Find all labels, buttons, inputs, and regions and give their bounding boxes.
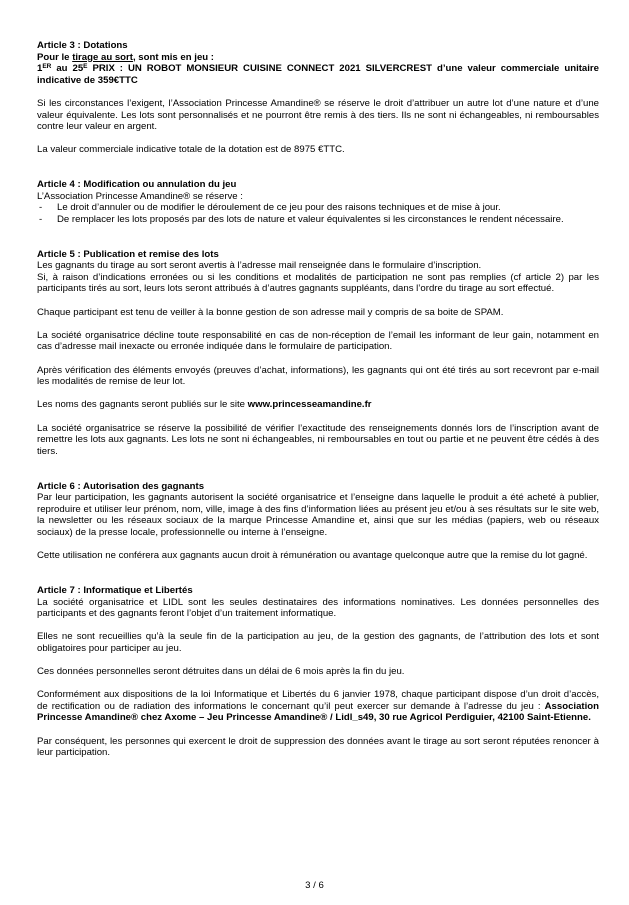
article-5-paragraph: La société organisatrice décline toute responsabilité en cas de non-réception de l’email les informant de leur gain, notamment en cas d’adresse mail inexacte ou erronée indiquée dans le formulaire de participation.	[37, 329, 599, 353]
article-4-intro: L’Association Princesse Amandine® se réserve :	[37, 190, 243, 202]
article-5-title: Article 5 : Publication et remise des lots	[37, 248, 219, 260]
article-5-paragraph: Les gagnants du tirage au sort seront avertis à l’adresse mail renseignée dans le formulaire d’inscription.	[37, 260, 482, 272]
article-7-title: Article 7 : Informatique et Libertés	[37, 584, 193, 596]
article-7-paragraph: Elles ne sont recueillies qu’à la seule fin de la participation au jeu, de la gestion des gagnants, de l’attribution des lots et sont obligatoires pour participer au jeu.	[37, 631, 599, 654]
article-3-intro: Pour le tirage au sort, sont mis en jeu :	[37, 51, 214, 63]
page-number: 3 / 6	[305, 880, 324, 891]
article-5-paragraph: Chaque participant est tenu de veiller à la bonne gestion de son adresse mail y compris de sa boite de SPAM.	[37, 306, 504, 318]
postal-address: Association Princesse Amandine® chez Axome – Jeu Princesse Amandine® / Lidl_s49, 30 rue Agricol Perdiguier, 42100 Saint-Etienne.	[37, 700, 599, 724]
article-5	[37, 249, 599, 458]
article-5-website-line: Les noms des gagnants seront publiés sur le site www.princesseamandine.fr	[37, 399, 372, 411]
article-3-paragraph: Si les circonstances l’exigent, l’Association Princesse Amandine® se réserve le droit d’attribuer un autre lot d’une nature et d’une valeur équivalente. Les lots sont personnalisés et ne pourront être remis à des tiers. Ils ne sont ni échangeables, ni remboursables contre leur valeur en argent.	[37, 97, 599, 133]
article-4	[37, 179, 599, 225]
article-7-paragraph: La société organisatrice et LIDL sont les seules destinataires des informations nominatives. Les données personnelles des participants et des gagnants feront l’objet d’un traitement informatique.	[37, 596, 599, 620]
article-3-prize: 1ER au $25^E$ PRIX : UN ROBOT MONSIEUR CUISINE CONNECT 2021 SILVERCREST d’une valeur commerciale unitaire indicative de 359€TTC	[37, 63, 599, 86]
article-3	[37, 40, 599, 156]
article-5-paragraph: La société organisatrice se réserve la possibilité de vérifier l’exactitude des renseignements donnés lors de l’inscription avant de remettre les lots aux gagnants. Les lots ne sont ni échangeables, ni remboursables en tout ou partie et ne peuvent être cédés à des tiers.	[37, 422, 599, 457]
list-item: - De remplacer les lots proposés par des lots de nature et valeur équivalentes si les circonstances le rendent nécessaire.	[37, 214, 599, 226]
article-5-paragraph: Après vérification des éléments envoyés (preuves d’achat, informations), les gagnants qui ont été tirés au sort recevront par e-mail les modalités de remise de leur lot.	[37, 364, 599, 388]
article-6-paragraph: Cette utilisation ne conférera aux gagnants aucun droit à rémunération ou avantage quelconque autre que la remise du lot gagné.	[37, 550, 588, 562]
article-7-paragraph: Ces données personnelles seront détruites dans un délai de 6 mois après la fin du jeu.	[37, 666, 405, 678]
article-4-list	[37, 202, 599, 225]
article-7-rights-paragraph: Conformément aux dispositions de la loi Informatique et Libertés du 6 janvier 1978, chaque participant dispose d’un droit d’accès, de rectification ou de radiation des informations le concernant qu’il peut exercer sur demande à l’adresse du jeu : Association Princesse Amandine® chez Axome – Jeu Princesse Amandine® / Lidl_s49, 30 rue Agricol Perdiguier, 42100 Saint-Etienne.	[37, 689, 599, 724]
list-item: - Le droit d’annuler ou de modifier le déroulement de ce jeu pour des raisons techniques et de mise à jour.	[37, 202, 599, 214]
article-7-paragraph: Par conséquent, les personnes qui exercent le droit de suppression des données avant le tirage au sort seront réputées renoncer à leur participation.	[37, 735, 599, 759]
document-body	[37, 40, 599, 759]
article-7	[37, 585, 599, 759]
article-6	[37, 481, 599, 562]
article-5-paragraph: Si, à raison d’indications erronées ou si les conditions et modalités de participation ne sont pas remplies (cf article 2) par les participants tirés au sort, leurs lots seront attribués à d’autres gagnants suppléants, dans l’ordre du tirage au sort effectué.	[37, 271, 599, 295]
article-4-title: Article 4 : Modification ou annulation du jeu	[37, 179, 237, 191]
article-6-paragraph: Par leur participation, les gagnants autorisent la société organisatrice et l’enseigne dans laquelle le produit a été acheté à publier, reproduire et utiliser leur prénom, nom, ville, image à des fins d’information liées au présent jeu et/ou à ses résultats sur le site web, la newsletter ou les réseaux sociaux de la marque Princesse Amandine et, ainsi que sur les médias (papiers, web ou réseaux sociaux) de la presse locale, professionnelle ou interne à l’enseigne.	[37, 492, 599, 538]
website-link: www.princesseamandine.fr	[247, 399, 372, 411]
article-3-title: Article 3 : Dotations	[37, 40, 128, 51]
article-3-total-value: La valeur commerciale indicative totale de la dotation est de 8975 €TTC.	[37, 144, 345, 156]
article-6-title: Article 6 : Autorisation des gagnants	[37, 480, 205, 492]
